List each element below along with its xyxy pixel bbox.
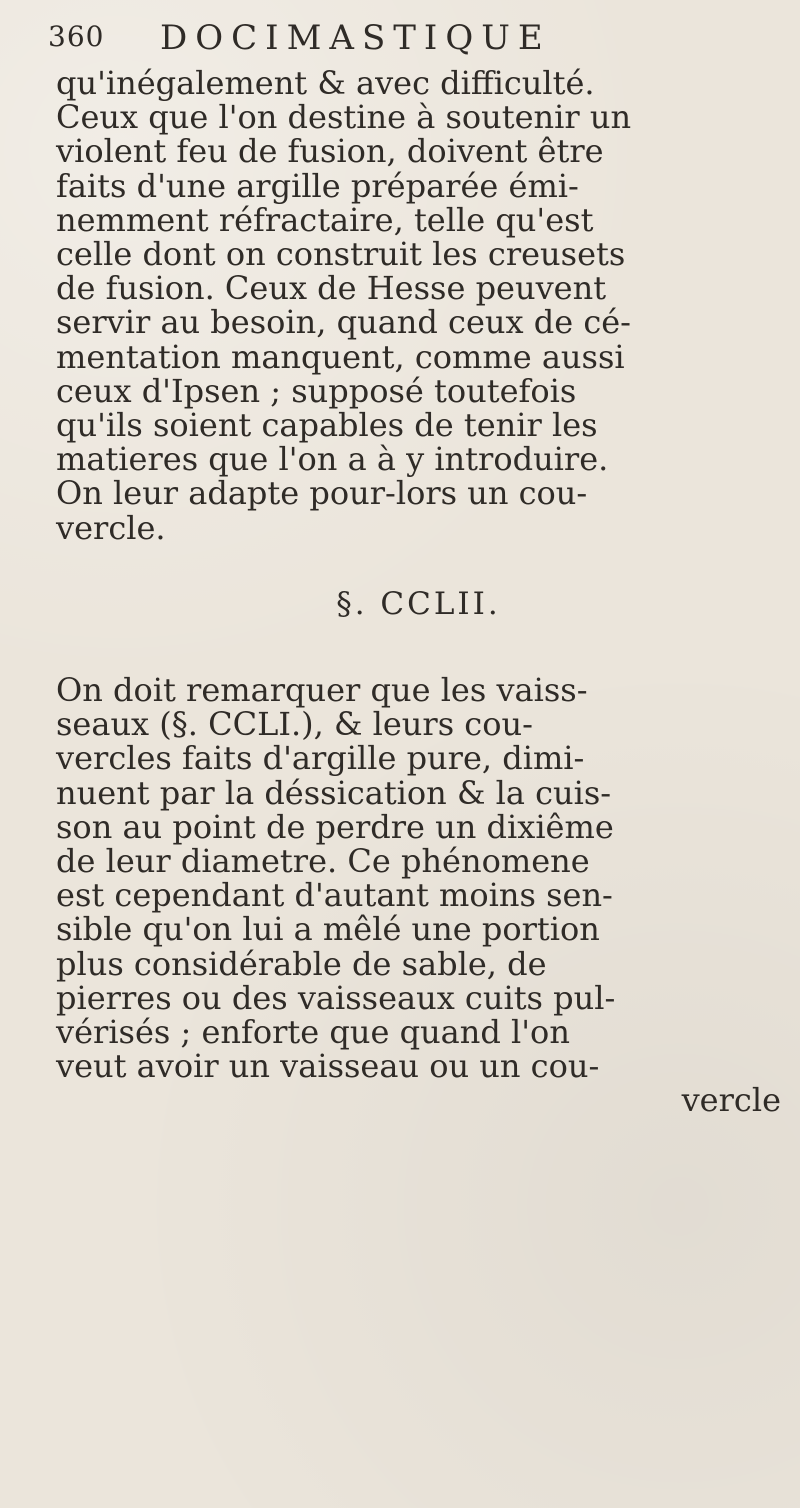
text-line: On doit remarquer que les vaiss-	[56, 671, 588, 710]
text-line: servir au besoin, quand ceux de cé-	[56, 303, 631, 342]
text-line: violent feu de fusion, doivent être	[56, 132, 604, 171]
text-line: mentation manquent, comme aussi	[56, 337, 625, 376]
text-line: On leur adapte pour-lors un cou-	[56, 474, 588, 513]
text-line: qu'ils soient capables de tenir les	[56, 406, 598, 445]
text-line: faits d'une argille préparée émi-	[56, 166, 579, 205]
text-line: matieres que l'on a à y introduire.	[56, 440, 609, 479]
text-line: Ceux que l'on destine à soutenir un	[56, 98, 632, 137]
text-line: est cependant d'autant moins sen-	[56, 876, 613, 915]
text-line: veut avoir un vaisseau ou un cou-	[56, 1047, 600, 1086]
text-line: vercles faits d'argille pure, dimi-	[56, 739, 585, 778]
text-line: son au point de perdre un dixiême	[56, 807, 614, 846]
text-line: de fusion. Ceux de Hesse peuvent	[56, 269, 607, 308]
text-line: seaux (§. CCLI.), & leurs cou-	[56, 705, 533, 744]
text-line: sible qu'on lui a mêlé une portion	[56, 910, 600, 949]
text-line: qu'inégalement & avec difficulté.	[56, 64, 595, 102]
page-body	[56, 66, 781, 1118]
text-line: plus considérable de sable, de	[56, 944, 547, 983]
text-line: vercle.	[56, 508, 166, 547]
section-heading: §. CCLII.	[336, 585, 501, 622]
text-line: vérisés ; enforte que quand l'on	[56, 1013, 570, 1052]
page-number: 360	[48, 20, 105, 53]
text-line: nuent par la déssication & la cuis-	[56, 773, 612, 812]
text-line: ceux d'Ipsen ; supposé toutefois	[56, 371, 577, 410]
page-header	[40, 10, 760, 58]
text-line: de leur diametre. Ce phénomene	[56, 842, 590, 881]
catchword: vercle	[681, 1081, 781, 1120]
text-line: pierres ou des vaisseaux cuits pul-	[56, 978, 616, 1017]
text-line: nemment réfractaire, telle qu'est	[56, 200, 594, 239]
text-line: celle dont on construit les creusets	[56, 235, 626, 274]
running-head: DOCIMASTIQUE	[160, 18, 551, 58]
